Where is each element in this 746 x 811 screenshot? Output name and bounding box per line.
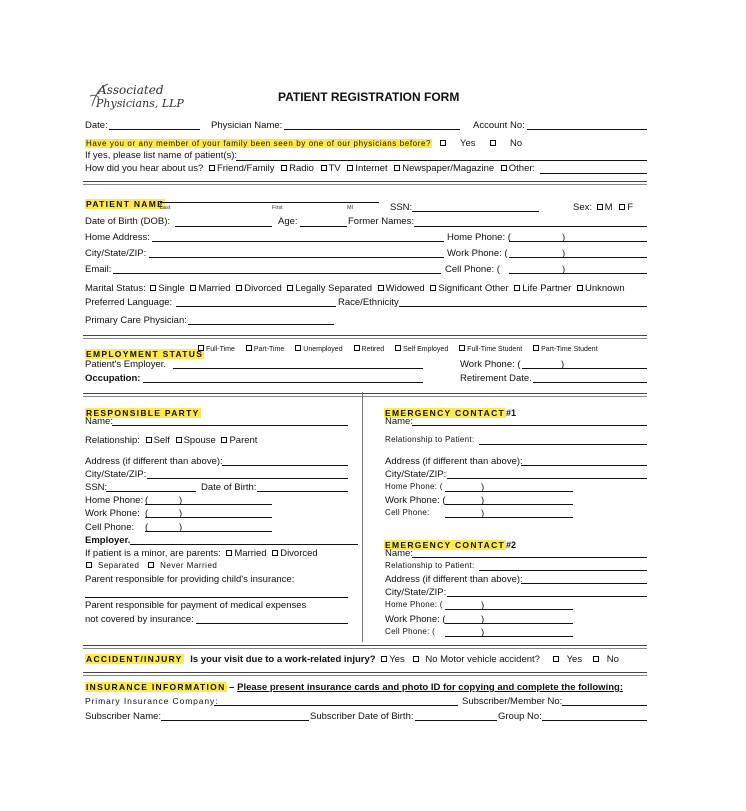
marital-separated-label: Legally Separated (295, 283, 372, 294)
rp-ssn-label: SSN: (85, 482, 108, 493)
marital-label: Marital Status: (85, 283, 146, 294)
rp-minor-married-label: Married (234, 548, 267, 559)
emergency2-num: #2 (506, 540, 517, 550)
preferred-language-field[interactable] (176, 306, 336, 307)
marital-unknown-label: Unknown (585, 283, 625, 294)
rp-spouse-checkbox[interactable] (176, 437, 182, 443)
seen-no-checkbox[interactable] (490, 140, 496, 146)
responsible-header-text: RESPONSIBLE PARTY (86, 408, 200, 418)
ec1-cell-phone-close: ) (481, 508, 485, 519)
ec1-work-phone-label: Work Phone: ( (385, 495, 446, 506)
ec2-work-phone-field[interactable] (445, 623, 573, 624)
ec2-home-phone-field[interactable] (445, 609, 573, 610)
subscriber-member-label: Subscriber/Member No: (462, 696, 563, 707)
work-phone-label: Work Phone: ( (447, 248, 508, 259)
emp-part-time-label: Part-Time (253, 346, 285, 353)
emp-work-phone-label: Work Phone: ( (460, 359, 521, 370)
hear-radio-label: Radio (289, 163, 314, 174)
rp-work-phone-close: ) (179, 508, 183, 519)
ec1-address-label: Address (if different than above): (385, 456, 523, 467)
home-phone-label: Home Phone: ( (447, 232, 511, 243)
home-address-field[interactable] (152, 241, 444, 242)
accident-yes-label: Yes (389, 654, 405, 665)
rp-minor-label: If patient is a minor, are parents: (85, 548, 221, 559)
first-label: First (272, 205, 283, 211)
ec1-home-phone-label: Home Phone: ( (385, 482, 443, 491)
accident-no-motor-label: No Motor vehicle accident? (425, 654, 540, 665)
ec1-cell-phone-label: Cell Phone: (385, 508, 430, 517)
employment-header-text: EMPLOYMENT STATUS (86, 349, 204, 359)
ec1-home-phone-close: ) (481, 482, 485, 493)
emp-full-time-student-checkbox[interactable] (459, 345, 465, 351)
divider-3 (83, 393, 647, 397)
patient-name-field[interactable] (160, 202, 379, 203)
patient-name-header-text: PATIENT NAME (86, 199, 165, 209)
marital-separated-checkbox[interactable] (287, 285, 293, 291)
occupation-label: Occupation: (85, 373, 141, 384)
if-yes-field[interactable] (236, 160, 647, 161)
page-title: PATIENT REGISTRATION FORM (278, 90, 460, 104)
age-field[interactable] (300, 226, 347, 227)
ec1-home-phone-field[interactable] (445, 491, 573, 492)
ec1-cell-phone-field[interactable] (445, 517, 573, 518)
last-label: Last (160, 205, 171, 211)
patient-name-header (85, 194, 165, 212)
rp-employer-label: Employer. (85, 535, 131, 546)
date-field[interactable] (109, 129, 200, 130)
rp-city-label: City/State/ZIP: (85, 469, 147, 480)
cell-phone-label: Cell Phone: ( (445, 264, 500, 275)
hear-other-field[interactable] (540, 173, 647, 174)
home-phone-field[interactable] (509, 241, 647, 242)
seen-yes-checkbox[interactable] (440, 140, 446, 146)
rp-minor-married-checkbox[interactable] (226, 550, 232, 556)
rp-minor-never-married-label: Never Married (160, 561, 218, 570)
sex-row (573, 202, 633, 213)
rp-home-phone-field[interactable] (145, 504, 272, 505)
rp-home-phone-label: Home Phone: (85, 495, 144, 506)
ec2-city-field[interactable] (447, 596, 647, 597)
accident-yes-checkbox[interactable] (381, 656, 387, 662)
rp-parent-insurance-label: Parent responsible for providing child's insurance: (85, 574, 295, 585)
physician-name-label: Physician Name: (211, 120, 283, 131)
cell-phone-close: ) (562, 264, 566, 275)
rp-parent-checkbox[interactable] (221, 437, 227, 443)
emp-unemployed-checkbox[interactable] (295, 345, 301, 351)
emp-part-time-checkbox[interactable] (246, 345, 252, 351)
divider-1 (83, 181, 647, 185)
emp-self-employed-label: Self Employed (403, 346, 449, 353)
ec2-name-field[interactable] (412, 557, 647, 558)
rp-dob-field[interactable] (257, 491, 348, 492)
dob-field[interactable] (175, 226, 272, 227)
seen-yes-label: Yes (460, 138, 476, 149)
subscriber-name-label: Subscriber Name: (85, 711, 162, 722)
rp-work-phone-label: Work Phone: (85, 508, 140, 519)
logo-flourish-icon (86, 82, 112, 108)
emp-unemployed-label: Unemployed (303, 346, 343, 353)
accident-no-checkbox[interactable] (413, 656, 419, 662)
divider-4 (83, 645, 647, 649)
rp-spouse-label: Spouse (183, 435, 216, 446)
hear-newspaper-checkbox[interactable] (394, 165, 400, 171)
email-label: Email: (85, 264, 112, 275)
ec1-name-label: Name: (385, 416, 413, 427)
marital-significant-other-checkbox[interactable] (430, 285, 436, 291)
ec2-cell-phone-field[interactable] (445, 636, 573, 637)
city-state-zip-label: City/State/ZIP: (85, 248, 147, 259)
motor-no-checkbox[interactable] (593, 656, 599, 662)
emp-self-employed-checkbox[interactable] (395, 345, 401, 351)
ec2-address-field[interactable] (521, 583, 647, 584)
mi-label: MI (347, 205, 354, 211)
ec2-home-phone-close: ) (481, 600, 485, 611)
rp-minor-row2 (86, 561, 217, 570)
hear-other-checkbox[interactable] (501, 165, 507, 171)
hear-about-row (85, 163, 535, 174)
account-no-field[interactable] (527, 129, 647, 130)
emp-full-time-label: Full-Time (206, 346, 235, 353)
cell-phone-field[interactable] (509, 273, 647, 274)
rp-address-label: Address (if different than above): (85, 456, 223, 467)
seen-no-label: No (510, 138, 523, 149)
accident-header: ACCIDENT/INJURY (86, 654, 183, 664)
rp-work-phone-open: ( (145, 508, 149, 519)
email-field[interactable] (113, 273, 441, 274)
race-label: Race/Ethnicity (338, 297, 399, 308)
pcp-label: Primary Care Physician: (85, 315, 187, 326)
motor-no-label: No (606, 654, 619, 665)
rp-minor-never-married-checkbox[interactable] (148, 562, 154, 568)
rp-minor-divorced-checkbox[interactable] (272, 550, 278, 556)
rp-home-phone-open: ( (145, 495, 149, 506)
rp-parent-insurance-field[interactable] (85, 597, 348, 598)
emp-full-time-checkbox[interactable] (198, 345, 204, 351)
rp-cell-phone-label: Cell Phone: (85, 522, 135, 533)
sex-m-label: M (604, 202, 613, 213)
city-state-zip-field[interactable] (149, 257, 444, 258)
marital-significant-other-label: Significant Other (438, 283, 509, 294)
rp-employer-field[interactable] (130, 544, 358, 545)
emp-full-time-student-label: Full-Time Student (467, 346, 523, 353)
marital-life-partner-label: Life Partner (522, 283, 572, 294)
hear-radio-checkbox[interactable] (281, 165, 287, 171)
ec1-work-phone-close: ) (481, 495, 485, 506)
race-field[interactable] (399, 306, 647, 307)
ec1-relationship-field[interactable] (479, 444, 647, 445)
hear-internet-label: Internet (355, 163, 388, 174)
emp-part-time-student-label: Part-Time Student (541, 346, 598, 353)
occupation-field[interactable] (143, 382, 423, 383)
home-phone-close: ) (562, 232, 566, 243)
hear-friend-checkbox[interactable] (209, 165, 215, 171)
marital-widowed-label: Widowed (385, 283, 425, 294)
rp-dob-label: Date of Birth: (201, 482, 257, 493)
subscriber-dob-field[interactable] (415, 720, 497, 721)
sex-f-label: F (627, 202, 634, 213)
retirement-label: Retirement Date. (460, 373, 532, 384)
hear-friend-label: Friend/Family (216, 163, 275, 174)
hear-newspaper-label: Newspaper/Magazine (402, 163, 495, 174)
marital-life-partner-checkbox[interactable] (514, 285, 520, 291)
emergency1-header-text: EMERGENCY CONTACT (385, 408, 506, 418)
home-address-label: Home Address: (85, 232, 150, 243)
work-phone-field[interactable] (509, 257, 647, 258)
ec2-cell-phone-label: Cell Phone: ( (385, 627, 436, 636)
emp-part-time-student-checkbox[interactable] (533, 345, 539, 351)
marital-row (85, 283, 625, 294)
marital-divorced-label: Divorced (244, 283, 282, 294)
seen-before-row (85, 138, 432, 149)
ssn-field[interactable] (412, 211, 539, 212)
age-label: Age: (278, 216, 298, 227)
employer-field[interactable] (173, 368, 423, 369)
motor-yes-checkbox[interactable] (553, 656, 559, 662)
rp-relationship-label: Relationship: (85, 435, 140, 446)
rp-work-phone-field[interactable] (145, 517, 272, 518)
ec1-name-field[interactable] (412, 425, 647, 426)
former-names-field[interactable] (414, 226, 647, 227)
emp-work-phone-field[interactable] (522, 368, 647, 369)
ec2-relationship-label: Relationship to Patient: (385, 561, 475, 570)
motor-yes-label: Yes (566, 654, 583, 665)
divider-5 (83, 672, 647, 676)
rp-parent-label: Parent (229, 435, 258, 446)
primary-insurance-label: Primary Insurance Company: (85, 696, 219, 706)
hear-tv-checkbox[interactable] (321, 165, 327, 171)
rp-minor-separated-checkbox[interactable] (86, 562, 92, 568)
marital-widowed-checkbox[interactable] (378, 285, 384, 291)
accident-question: Is your visit due to a work-related injury? (190, 654, 376, 665)
rp-not-covered-field[interactable] (196, 623, 348, 624)
rp-parent-payment-label: Parent responsible for payment of medical expenses (85, 600, 307, 611)
rp-not-covered-label: not covered by insurance: (85, 614, 194, 625)
emp-retired-checkbox[interactable] (354, 345, 360, 351)
logo-line2: Physicians, LLP (96, 97, 184, 110)
insurance-dash: – (229, 682, 235, 693)
rp-name-label: Name: (85, 416, 113, 427)
rp-city-field[interactable] (147, 478, 348, 479)
ec1-city-label: City/State/ZIP: (385, 469, 447, 480)
rp-ssn-field[interactable] (106, 491, 196, 492)
ec2-address-label: Address (if different than above): (385, 574, 523, 585)
divider-2 (83, 335, 647, 339)
emergency2-header-text: EMERGENCY CONTACT (385, 540, 506, 550)
ec2-work-phone-close: ) (481, 614, 485, 625)
rp-minor-separated-label: Separated (98, 561, 140, 570)
insurance-instruction: Please present insurance cards and photo ID for copying and complete the following: (237, 682, 623, 693)
marital-single-label: Single (158, 283, 185, 294)
column-divider (362, 392, 363, 642)
sex-f-checkbox[interactable] (619, 204, 625, 210)
accident-row (85, 654, 619, 665)
employment-options (198, 345, 598, 354)
marital-single-checkbox[interactable] (150, 285, 156, 291)
seen-before-question: Have you or any member of your family been seen by one of our physicians before? (86, 139, 432, 148)
subscriber-name-field[interactable] (161, 720, 309, 721)
emp-work-phone-close: ) (561, 359, 565, 370)
logo (88, 84, 184, 111)
ec1-city-field[interactable] (447, 478, 647, 479)
rp-cell-phone-close: ) (179, 522, 183, 533)
ec1-address-field[interactable] (521, 465, 647, 466)
ec2-name-label: Name: (385, 548, 413, 559)
subscriber-member-field[interactable] (562, 705, 647, 706)
sex-m-checkbox[interactable] (597, 204, 603, 210)
marital-married-checkbox[interactable] (190, 285, 196, 291)
logo-line1: Associated (98, 83, 164, 97)
rp-cell-phone-field[interactable] (145, 531, 272, 532)
ec1-relationship-label: Relationship to Patient: (385, 435, 475, 444)
insurance-row (85, 682, 623, 693)
rp-self-label: Self (153, 435, 170, 446)
ec2-cell-phone-close: ) (481, 627, 485, 638)
account-no-label: Account No: (473, 120, 525, 131)
work-phone-close: ) (562, 248, 566, 259)
hear-internet-checkbox[interactable] (347, 165, 353, 171)
retirement-field[interactable] (533, 382, 647, 383)
ec2-city-label: City/State/ZIP: (385, 587, 447, 598)
ec2-work-phone-label: Work Phone: ( (385, 614, 446, 625)
ec2-home-phone-label: Home Phone: ( (385, 600, 443, 609)
rp-minor-divorced-label: Divorced (280, 548, 318, 559)
preferred-language-label: Preferred Language: (85, 297, 173, 308)
employer-label: Patient's Employer. (85, 359, 167, 370)
emergency1-num: #1 (506, 408, 517, 418)
primary-insurance-field[interactable] (214, 705, 458, 706)
physician-name-field[interactable] (284, 129, 460, 130)
hear-about-label: How did you hear about us? (85, 163, 204, 174)
group-no-field[interactable] (542, 720, 647, 721)
ec2-relationship-field[interactable] (479, 570, 647, 571)
hear-tv-label: TV (328, 163, 341, 174)
marital-divorced-checkbox[interactable] (236, 285, 242, 291)
rp-relationship-row (85, 435, 257, 446)
emp-retired-label: Retired (361, 346, 385, 353)
rp-home-phone-close: ) (179, 495, 183, 506)
dob-label: Date of Birth (DOB): (85, 216, 170, 227)
rp-address-field[interactable] (222, 465, 348, 466)
former-names-label: Former Names: (348, 216, 414, 227)
date-label: Date: (85, 120, 108, 131)
subscriber-dob-label: Subscriber Date of Birth: (310, 711, 414, 722)
group-no-label: Group No: (498, 711, 542, 722)
rp-name-field[interactable] (112, 425, 348, 426)
hear-other-label: Other: (508, 163, 536, 174)
ec1-work-phone-field[interactable] (445, 504, 573, 505)
pcp-field[interactable] (188, 324, 334, 325)
sex-label: Sex: (573, 202, 593, 213)
ssn-label: SSN: (390, 202, 413, 213)
rp-minor-row (85, 548, 318, 559)
insurance-header: INSURANCE INFORMATION (86, 682, 226, 692)
rp-self-checkbox[interactable] (146, 437, 152, 443)
if-yes-label: If yes, please list name of patient(s): (85, 150, 238, 161)
rp-cell-phone-open: ( (145, 522, 149, 533)
marital-married-label: Married (198, 283, 231, 294)
marital-unknown-checkbox[interactable] (577, 285, 583, 291)
